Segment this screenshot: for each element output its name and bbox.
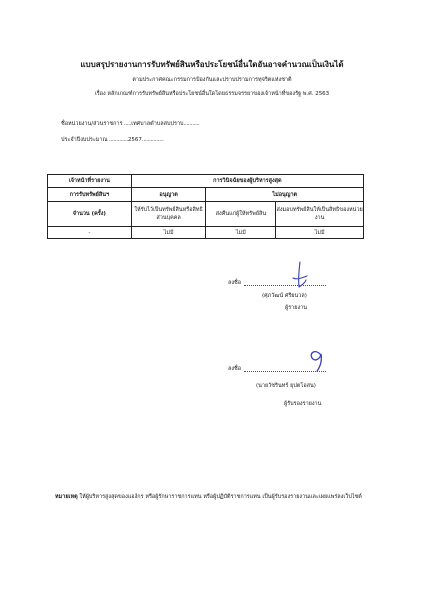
allowed-header: อนุญาต [131,188,206,202]
fiscal-year-label: ประจำปีงบประมาณ [61,137,108,143]
footnote-label: หมายเหตุ [55,494,78,500]
allowed-description: ให้รับไว้เป็นทรัพย์สินหรือสิทธิส่วนบุคคล [131,202,206,227]
signature-1-label: ลงชื่อ [228,280,242,286]
fiscal-year-value: 2567 [127,137,142,143]
summary-table [47,174,364,239]
count-value: - [48,227,132,239]
table-row [48,227,364,239]
agency-value: เทศบาลตำบลสบปราบ [131,121,184,127]
footnote-text: ให้ผู้บริหารสูงสุดของแอง์กร หรือผู้รักษาราชการแทน หรือผู้ปฏิบัติราชการแทน เป็นผู้รับรองรายงานและเผยแพร่ลงเว็บไซต์ [77,494,362,500]
fiscal-year-trailing-dots: ............... [141,137,164,143]
return-value: ไม่มี [206,227,276,239]
agency-label: ชื่อหน่วยงาน/ส่วนราชการ [61,121,123,127]
fiscal-year-leader-dots: ............. [107,137,128,143]
deliver-value: ไม่มี [276,227,364,239]
agency-field [61,120,199,128]
document-subtitle-subject: เรื่อง หลักเกณฑ์การรับทรัพย์สินหรือประโยชน์อื่นใดโดยธรรมจรรยาของเจ้าหน้าที่ของรัฐ พ.ศ. 2563 [94,91,330,97]
reporter-header-line1: เจ้าหน้าที่รายงาน [48,175,132,188]
table-row [48,188,364,202]
agency-trailing-dots: ........... [183,121,200,127]
signature-2-name: (นายวัชรินทร์ ยุปตโอสน) [256,383,316,389]
allowed-value: ไม่มี [131,227,206,239]
reporter-header-line3: จำนวน (ครั้ง) [48,202,132,227]
signature-2-handwritten [303,344,331,376]
document-subtitle-announcement: ตามประกาศคณะกรรมการป้องกันและปราบปรามการทุจริตแห่งชาติ [132,77,292,83]
not-allowed-header: ไม่อนุญาต [206,188,364,202]
reporter-header-line2: การรับทรัพย์สินฯ [48,188,132,202]
table-row [48,175,364,188]
return-description: ส่งคืนแก่ผู้ให้ทรัพย์สิน [206,202,276,227]
table-row [48,202,364,227]
signature-1-name: (ศุภวัฒน์ ศรียนวล) [262,293,307,299]
document-title: แบบสรุปรายงานการรับทรัพย์สินหรือประโยชน์อื่นใดอันอาจคำนวณเป็นเงินได้ [80,60,344,69]
signature-2-label: ลงชื่อ [228,366,242,372]
deliver-description: ส่งมอบทรัพย์สินให้เป็นสิทธิของหน่วยงาน [276,202,364,227]
decision-header: การวินิจฉัยของผู้บริหารสูงสุด [131,175,363,188]
footnote [55,492,375,503]
signature-1-role: ผู้รายงาน [285,305,308,311]
agency-leader-dots: ..... [122,121,132,127]
fiscal-year-field [61,136,164,144]
signature-2-role: ผู้รับรองรายงาน [284,401,322,407]
